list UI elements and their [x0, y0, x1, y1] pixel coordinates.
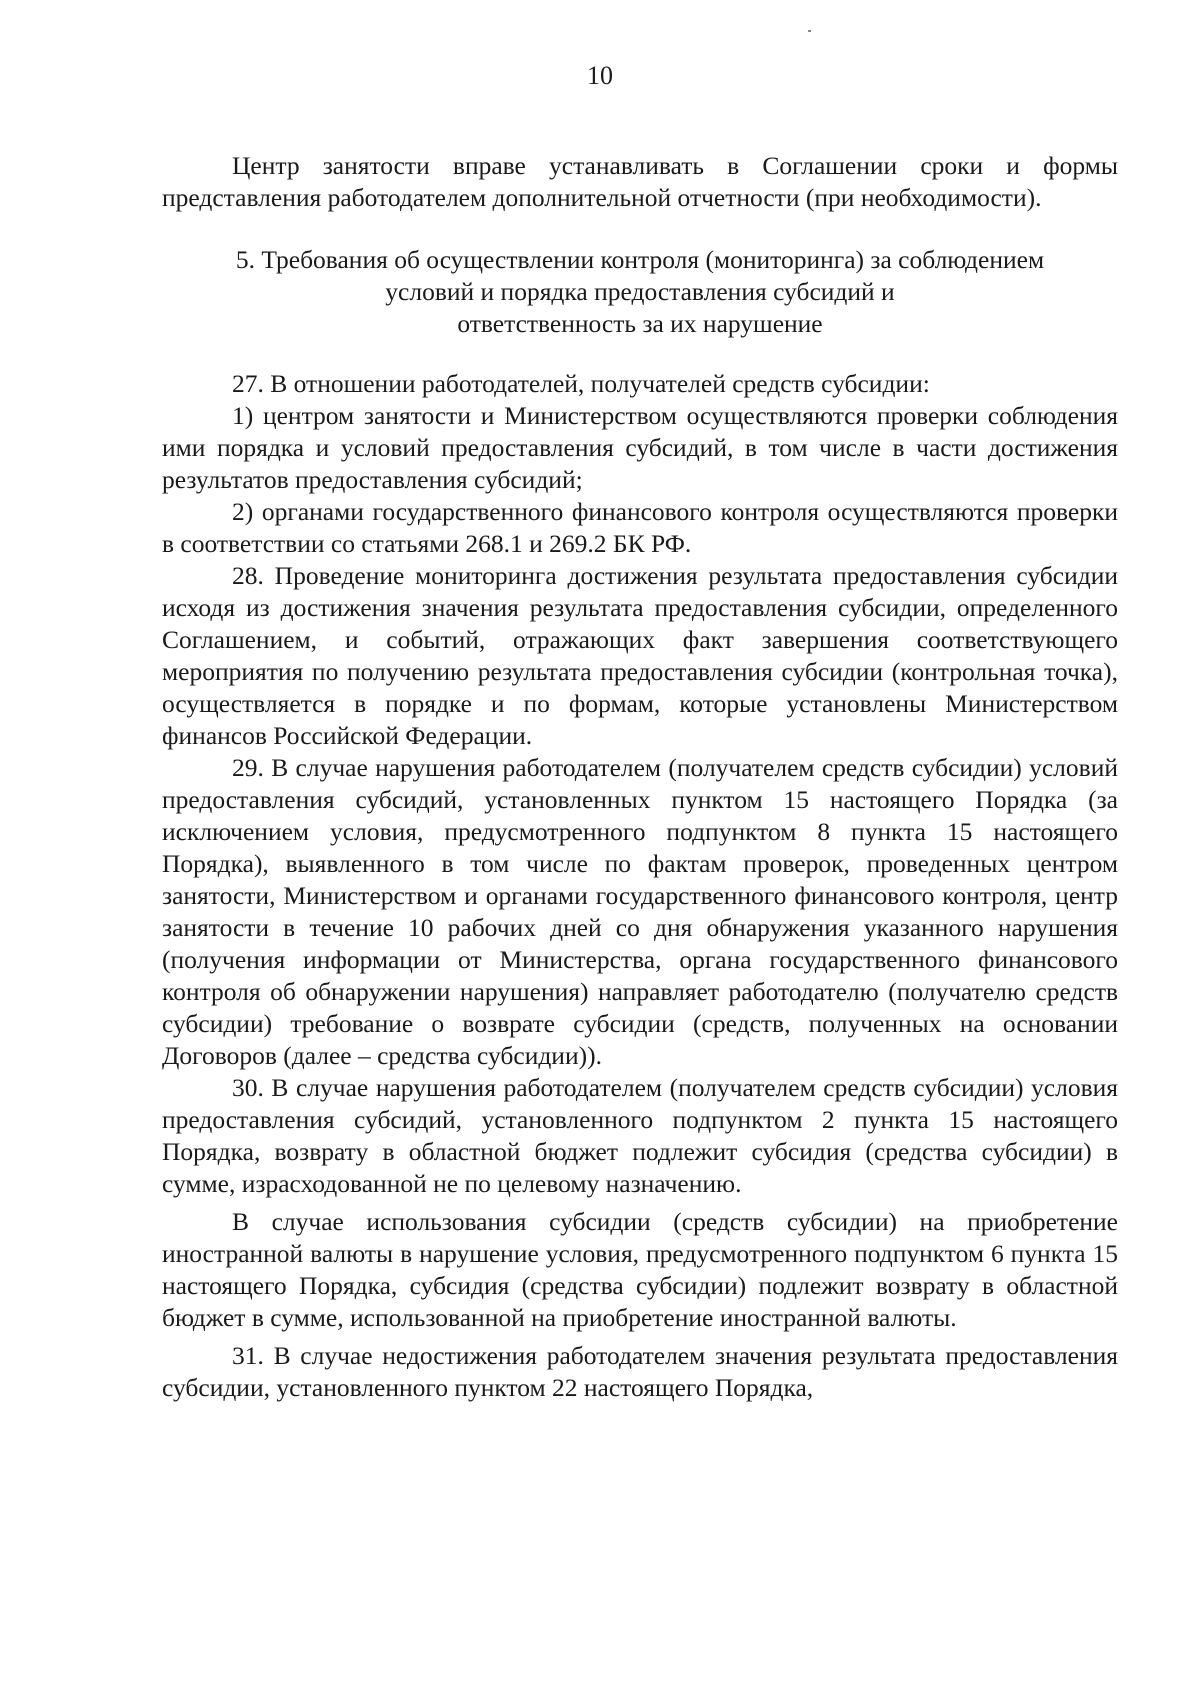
page-number: 10 — [587, 61, 613, 90]
paragraph-31: 31. В случае недостижения работодателем значения результата предоставления субсидии, установленного пунктом 22 настоящего Порядка, — [162, 1341, 1118, 1402]
paragraph-29: 29. В случае нарушения работодателем (получателем средств субсидии) условий предоставления субсидий, установленных пунктом 15 настоящего Порядка (за исключением условия, предусмотренного подпунктом 8 пункта 15 настоящего Порядка), выявленного в том числе по фактам проверок, проведенных центром занятости, Министерством и органами государственного финансового контроля, центр занятости в течение 10 рабочих дней со дня обнаружения указанного нарушения (получения информации от Министерства, органа государственного финансового контроля об обнаружении нарушения) направляет работодателю (получателю средств субсидии) требование о возврате субсидии (средств, полученных на основании Договоров (далее – средства субсидии)). — [162, 753, 1118, 1070]
section-heading-line-3: ответственность за их нарушение — [457, 309, 823, 338]
paragraph-reporting: Центр занятости вправе устанавливать в Соглашении сроки и формы представления работодателем дополнительной отчетности (при необходимости). — [162, 151, 1118, 212]
paragraph-30-foreign-currency: В случае использования субсидии (средств субсидии) на приобретение иностранной валюты в нарушение условия, предусмотренного подпунктом 6 пункта 15 настоящего Порядка, субсидия (средства субсидии) подлежит возврату в областной бюджет в сумме, использованной на приобретение иностранной валюты. — [162, 1207, 1118, 1332]
section-heading-line-2: условий и порядка предоставления субсидий и — [385, 277, 895, 306]
section-heading-line-1: 5. Требования об осуществлении контроля (мониторинга) за соблюдением — [235, 245, 1045, 274]
document-body — [162, 150, 1118, 1404]
paragraph-27: 27. В отношении работодателей, получателей средств субсидии: — [232, 369, 930, 398]
paragraph-27-item-1: 1) центром занятости и Министерством осуществляются проверки соблюдения ими порядка и условий предоставления субсидий, в том числе в части достижения результатов предоставления субсидий; — [162, 401, 1118, 494]
paragraph-28: 28. Проведение мониторинга достижения результата предоставления субсидии исходя из достижения значения результата предоставления субсидии, определенного Соглашением, и событий, отражающих факт завершения соответствующего мероприятия по получению результата предоставления субсидии (контрольная точка), осуществляется в порядке и по формам, которые установлены Министерством финансов Российской Федерации. — [162, 561, 1118, 750]
paragraph-30: 30. В случае нарушения работодателем (получателем средств субсидии) условия предоставления субсидий, установленного подпунктом 2 пункта 15 настоящего Порядка, возврату в областной бюджет подлежит субсидия (средства субсидии) в сумме, израсходованной не по целевому назначению. — [162, 1073, 1118, 1198]
scan-artifact — [808, 30, 811, 32]
paragraph-27-item-2: 2) органами государственного финансового контроля осуществляются проверки в соответствии со статьями 268.1 и 269.2 БК РФ. — [162, 497, 1118, 558]
section-heading — [162, 244, 1118, 340]
